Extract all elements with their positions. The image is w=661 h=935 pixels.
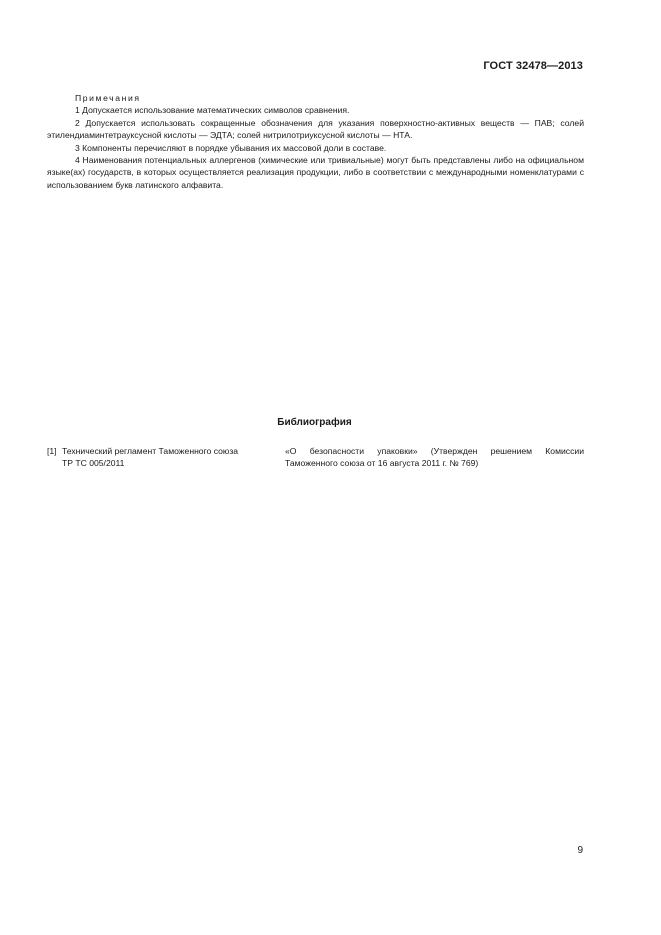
bibliography-entry-description: «О безопасности упаковки» (Утвержден решением Комиссии Таможенного союза от 16 августа 2011 г. № 769) [285,446,584,469]
notes-section [47,92,584,191]
page-number: 9 [577,845,583,856]
note-item: 2 Допускается использовать сокращенные обозначения для указания поверхностно-активных веществ — ПАВ; солей этилендиаминтетрауксусной кислоты — ЭДТА; солей нитрилотриуксусной кислоты — НТА. [47,117,584,141]
note-item: 4 Наименования потенциальных аллергенов (химические или тривиальные) могут быть представлены либо на официальном языке(ах) государств, в которых осуществляется реализация продукции, либо в соответствии с международными номенклатурами с использованием букв латинского алфавита. [47,155,584,190]
bibliography-document-code: ТР ТС 005/2011 [62,458,125,469]
note-item: 3 Компоненты перечисляют в порядке убывания их массовой доли в составе. [75,142,387,153]
bibliography-title: Библиография [277,417,352,428]
bibliography-entry-number: [1] [47,446,57,456]
notes-title: Примечания [75,93,141,103]
document-code: ГОСТ 32478—2013 [483,60,583,72]
bibliography-entry-document [62,445,270,470]
bibliography-document-title: Технический регламент Таможенного союза [62,446,239,456]
note-item: 1 Допускается использование математических символов сравнения. [75,105,350,116]
